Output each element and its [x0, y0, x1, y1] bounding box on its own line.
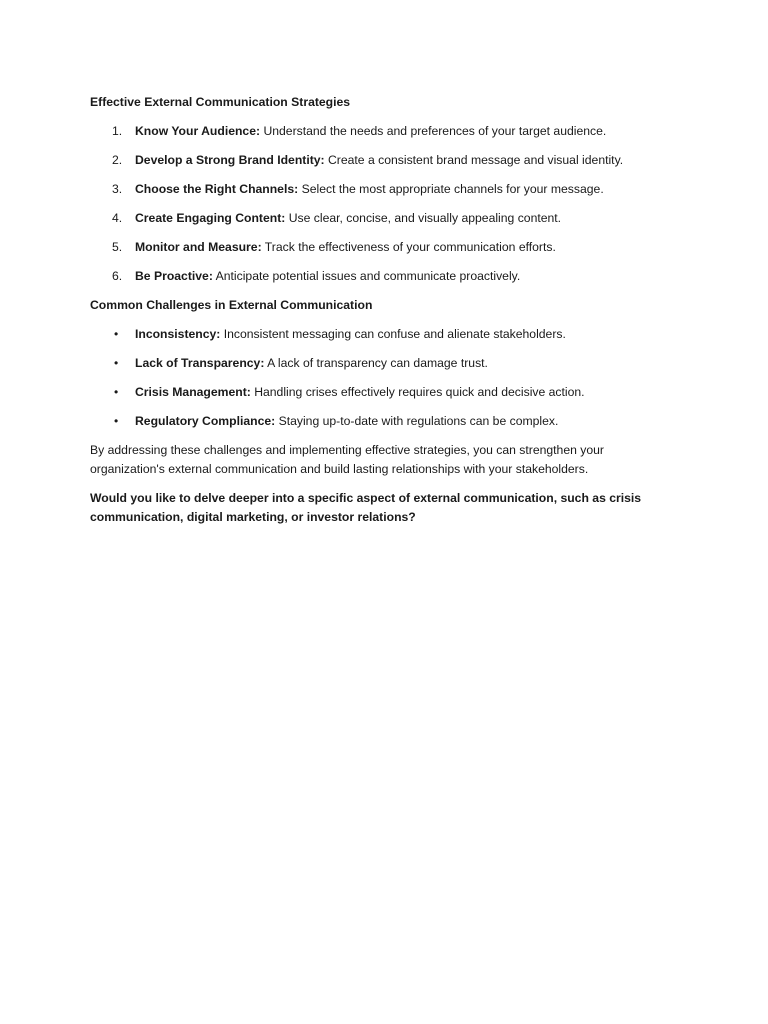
challenge-item [90, 412, 650, 431]
bullet-icon: • [114, 327, 119, 341]
bullet-icon: • [114, 414, 119, 428]
strategy-title: Monitor and Measure: [135, 240, 262, 254]
challenge-title: Lack of Transparency: [135, 356, 265, 370]
strategy-title: Create Engaging Content: [135, 211, 286, 225]
challenge-item [90, 383, 650, 402]
strategy-text: Track the effectiveness of your communication efforts. [264, 240, 556, 254]
strategy-item [90, 209, 650, 228]
strategy-text: Anticipate potential issues and communicate proactively. [215, 269, 521, 283]
challenge-text: Staying up-to-date with regulations can be complex. [278, 414, 559, 428]
list-number: 4. [112, 211, 123, 225]
challenge-title: Inconsistency: [135, 327, 221, 341]
challenge-text: Inconsistent messaging can confuse and alienate stakeholders. [223, 327, 566, 341]
strategy-text: Select the most appropriate channels for your message. [301, 182, 604, 196]
strategy-text: Create a consistent brand message and visual identity. [328, 153, 624, 167]
list-number: 2. [112, 153, 123, 167]
strategy-text: Understand the needs and preferences of your target audience. [263, 124, 607, 138]
strategy-title: Be Proactive: [135, 269, 213, 283]
challenge-text: Handling crises effectively requires quick and decisive action. [254, 385, 585, 399]
challenge-title: Crisis Management: [135, 385, 251, 399]
challenges-heading: Common Challenges in External Communication [90, 298, 373, 312]
challenge-item [90, 354, 650, 373]
challenges-list [90, 325, 650, 431]
summary-paragraph: By addressing these challenges and implementing effective strategies, you can strengthen your organization's external communication and build lasting relationships with your stakeholders. [90, 443, 604, 476]
list-number: 3. [112, 182, 123, 196]
list-number: 1. [112, 124, 123, 138]
strategy-item [90, 267, 650, 286]
strategy-item [90, 180, 650, 199]
closing-question: Would you like to delve deeper into a specific aspect of external communication, such as crisis communication, digital marketing, or investor relations? [90, 491, 642, 524]
list-number: 6. [112, 269, 123, 283]
strategy-title: Develop a Strong Brand Identity: [135, 153, 325, 167]
list-number: 5. [112, 240, 123, 254]
strategies-list [90, 122, 650, 286]
bullet-icon: • [114, 356, 119, 370]
strategy-title: Know Your Audience: [135, 124, 261, 138]
challenge-text: A lack of transparency can damage trust. [267, 356, 488, 370]
strategy-item [90, 238, 650, 257]
strategy-item [90, 151, 650, 170]
strategy-title: Choose the Right Channels: [135, 182, 299, 196]
bullet-icon: • [114, 385, 119, 399]
challenge-item [90, 325, 650, 344]
strategies-heading: Effective External Communication Strategies [90, 95, 351, 109]
document-page [90, 93, 650, 527]
challenge-title: Regulatory Compliance: [135, 414, 276, 428]
strategy-item [90, 122, 650, 141]
strategy-text: Use clear, concise, and visually appealing content. [288, 211, 562, 225]
